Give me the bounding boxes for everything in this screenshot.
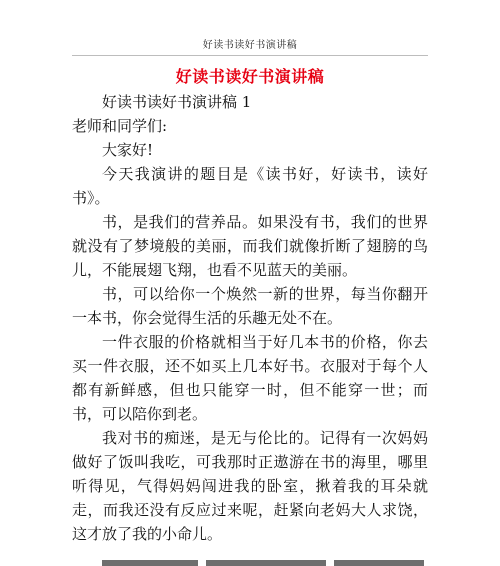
greeting: 大家好! xyxy=(102,141,154,159)
paragraph: 一件衣服的价格就相当于好几本书的价格，你去买一件衣服，还不如买上几本好书。衣服对于每个人都有新鲜感，但也只能穿一时，但不能穿一世；而书，可以陪你到老。 xyxy=(72,333,428,423)
cut-text-fragment xyxy=(102,560,198,566)
paragraph: 书，是我们的营养品。如果没有书，我们的世界就没有了梦境般的美丽，而我们就像折断了翅膀的鸟儿，不能展翅飞翔，也看不见蓝天的美丽。 xyxy=(72,213,428,279)
cut-off-next-line xyxy=(72,553,428,566)
document-subtitle: 好读书读好书演讲稿 1 xyxy=(102,93,252,111)
document-title: 好读书读好书演讲稿 xyxy=(175,67,325,86)
paragraph: 书，可以给你一个焕然一新的世界，每当你翻开一本书，你会觉得生活的乐趣无处不在。 xyxy=(72,285,428,327)
salutation: 老师和同学们: xyxy=(72,117,168,135)
header-divider xyxy=(72,55,428,56)
document-body xyxy=(72,90,428,546)
paragraph: 我对书的痴迷，是无与伦比的。记得有一次妈妈做好了饭叫我吃，可我那时正遨游在书的海里，哪里听得见，气得妈妈闯进我的卧室，揪着我的耳朵就走，而我还没有反应过来呢，赶紧向老妈大人求饶，这才放了我的小命儿。 xyxy=(72,429,428,543)
paragraph: 今天我演讲的题目是《读书好，好读书，读好书》。 xyxy=(72,165,428,207)
cut-text-fragment xyxy=(334,560,424,566)
running-header: 好读书读好书演讲稿 xyxy=(202,40,298,51)
cut-text-fragment xyxy=(206,560,326,566)
